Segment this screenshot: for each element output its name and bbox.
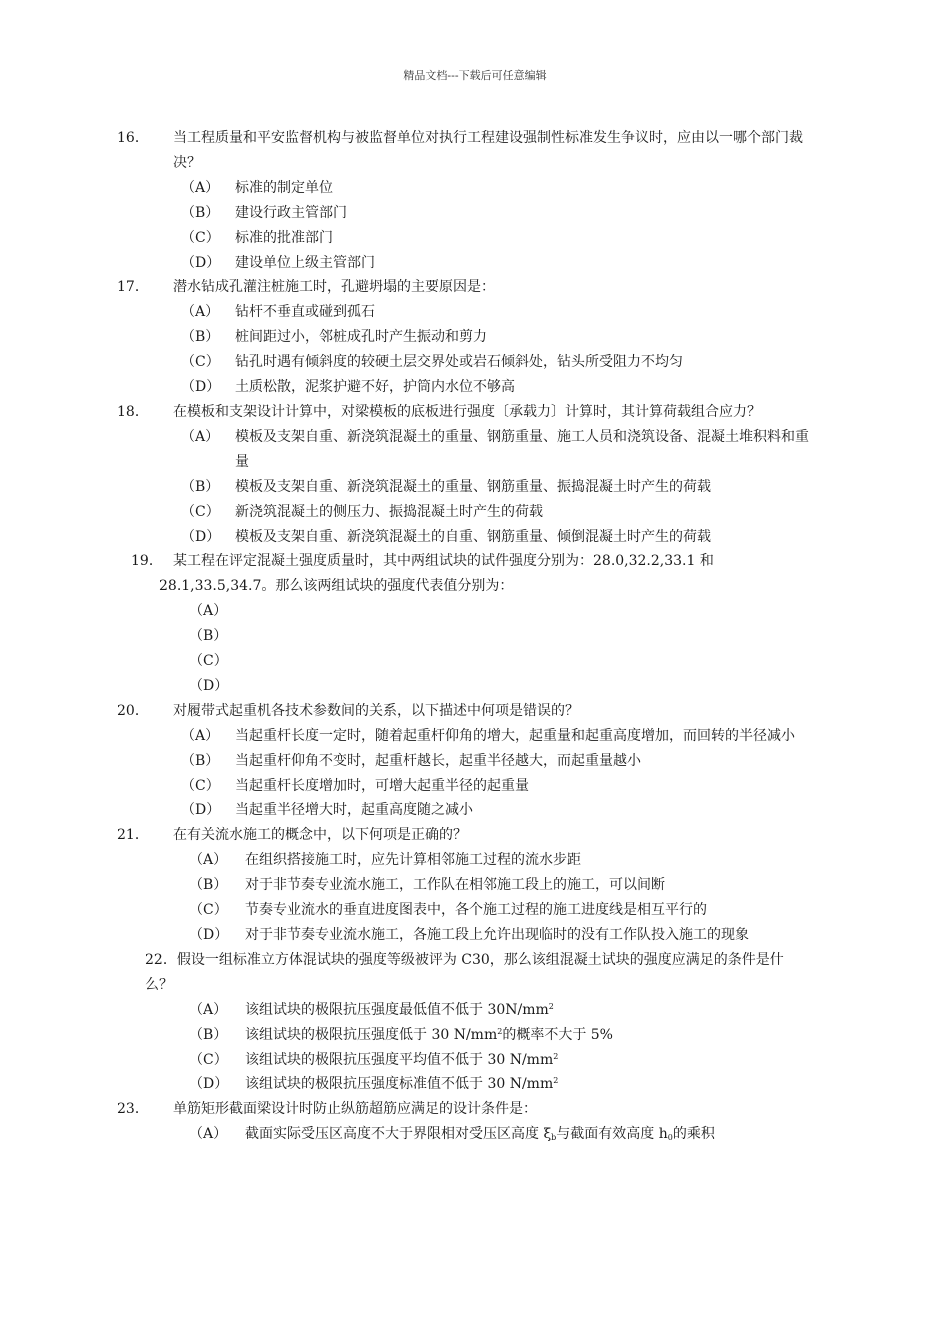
option-b: （B） 当起重杆仰角不变时，起重杆越长，起重半径越大，而起重量越小 bbox=[181, 752, 641, 769]
option-d: （D） bbox=[189, 677, 229, 694]
option-c: （C） 标准的批准部门 bbox=[181, 229, 333, 246]
option-b: （B） 建设行政主管部门 bbox=[181, 204, 347, 221]
question-22 bbox=[145, 948, 810, 1097]
option-a: （A） 当起重杆长度一定时，随着起重杆仰角的增大，起重量和起重高度增加，而回转的半径减小 bbox=[181, 727, 795, 744]
option-d: （D） 土质松散，泥浆护避不好，护筒内水位不够高 bbox=[181, 379, 515, 396]
question-23 bbox=[117, 1097, 810, 1147]
option-c: （C） 该组试块的极限抗压强度平均值不低于 30 $N/mm^2$ bbox=[189, 1051, 559, 1068]
option-c: （C） bbox=[189, 653, 228, 670]
option-c: （C） 新浇筑混凝土的侧压力、振捣混凝土时产生的荷载 bbox=[181, 503, 543, 520]
question-text: 16． 当工程质量和平安监督机构与被监督单位对执行工程建设强制性标准发生争议时，应由以一哪个部门裁决？ bbox=[117, 130, 803, 171]
question-20 bbox=[117, 699, 810, 824]
option-a: （A） 在组织搭接施工时，应先计算相邻施工过程的流水步距 bbox=[189, 852, 581, 869]
option-a: （A） 标准的制定单位 bbox=[181, 179, 333, 196]
question-text: 17． 潜水钻成孔灌注桩施工时，孔避坍塌的主要原因是： bbox=[117, 279, 495, 296]
option-b: （B） 该组试块的极限抗压强度低于 30 $N/mm^2$的概率不大于 5% bbox=[189, 1026, 613, 1043]
option-b: （B） 桩间距过小，邻桩成孔时产生振动和剪力 bbox=[181, 329, 487, 346]
question-text: 19． 某工程在评定混凝土强度质量时，其中两组试块的试件强度分别为：28.0,32.2,33.1 和 28.1,33.5,34.7。那么该两组试块的强度代表值分别为： bbox=[131, 553, 714, 595]
option-a: （A） 钻杆不垂直或碰到孤石 bbox=[181, 304, 375, 321]
question-16 bbox=[117, 126, 810, 275]
option-d: （D） 模板及支架自重、新浇筑混凝土的自重、钢筋重量、倾倒混凝土时产生的荷载 bbox=[181, 528, 711, 545]
option-d: （D） 对于非节奏专业流水施工，各施工段上允许出现临时的没有工作队投入施工的现象 bbox=[189, 927, 749, 943]
question-text: 22．假设一组标准立方体混试块的强度等级被评为 C30，那么该组混凝土试块的强度应满足的条件是什么？ bbox=[145, 951, 784, 993]
question-text: 23． 单筋矩形截面梁设计时防止纵筋超筋应满足的设计条件是： bbox=[117, 1101, 537, 1118]
option-c: （C） 钻孔时遇有倾斜度的较硬土层交界处或岩石倾斜处，钻头所受阻力不均匀 bbox=[181, 354, 683, 371]
option-d: （D） 建设单位上级主管部门 bbox=[181, 254, 375, 271]
page-header: 精品文档---下载后可任意编辑 bbox=[403, 69, 547, 82]
question-17 bbox=[117, 275, 810, 400]
option-b: （B） bbox=[189, 628, 228, 645]
question-19 bbox=[131, 549, 810, 698]
option-c: （C） 节奏专业流水的垂直进度图表中，各个施工过程的施工进度线是相互平行的 bbox=[189, 902, 707, 919]
option-a: （A） 截面实际受压区高度不大于界限相对受压区高度 $\xi_b$与截面有效高度 $h_0$的乘积 bbox=[189, 1126, 715, 1143]
question-18 bbox=[117, 400, 810, 549]
option-b: （B） 模板及支架自重、新浇筑混凝土的重量、钢筋重量、振捣混凝土时产生的荷载 bbox=[181, 478, 711, 495]
question-text: 21． 在有关流水施工的概念中，以下何项是正确的？ bbox=[117, 827, 467, 844]
option-c: （C） 当起重杆长度增加时，可增大起重半径的起重量 bbox=[181, 777, 529, 794]
option-b: （B） 对于非节奏专业流水施工，工作队在相邻施工段上的施工，可以间断 bbox=[189, 877, 665, 894]
option-a: （A） 该组试块的极限抗压强度最低值不低于 $30N/mm^2$ bbox=[189, 1001, 554, 1018]
option-a: （A） bbox=[189, 603, 228, 620]
option-a: （A） 模板及支架自重、新浇筑混凝土的重量、钢筋重量、施工人员和浇筑设备、混凝土堆积料和重量 bbox=[181, 428, 809, 470]
option-d: （D） 当起重半径增大时，起重高度随之减小 bbox=[181, 802, 473, 819]
document-body bbox=[117, 126, 810, 1147]
question-text: 18． 在模板和支架设计计算中，对梁模板的底板进行强度〔承载力〕计算时，其计算荷载组合应力？ bbox=[117, 403, 761, 420]
question-text: 20． 对履带式起重机各技术参数间的关系，以下描述中何项是错误的？ bbox=[117, 702, 579, 719]
option-d: （D） 该组试块的极限抗压强度标准值不低于 30 $N/mm^2$ bbox=[189, 1076, 559, 1093]
question-21 bbox=[117, 823, 810, 948]
